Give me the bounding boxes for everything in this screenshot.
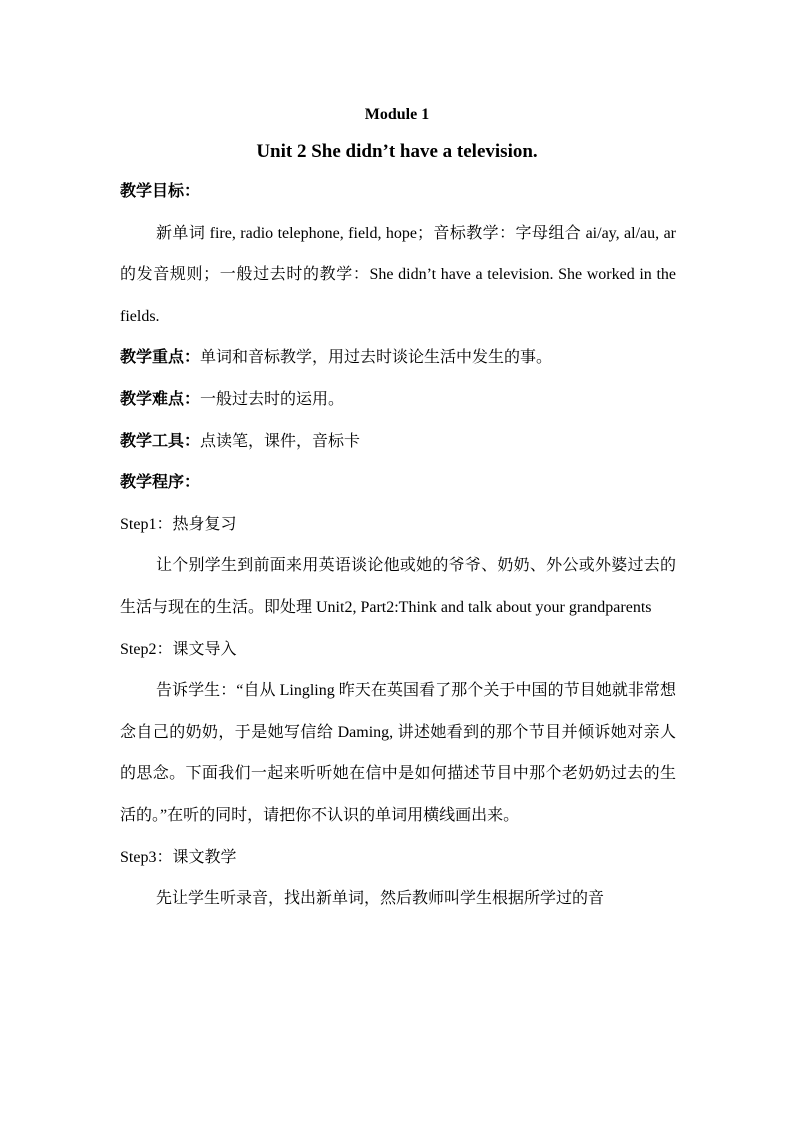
key-points-text: 单词和音标教学，用过去时谈论生活中发生的事。 bbox=[200, 349, 553, 367]
key-points-label: 教学重点： bbox=[120, 349, 201, 367]
difficulties-row bbox=[120, 379, 676, 421]
step2-text: 告诉学生：“自从 Lingling 昨天在英国看了那个关于中国的节目她就非常想念自己的奶奶，于是她写信给 Daming, 讲述她看到的那个节目并倾诉她对亲人的思念。下面我们一起来听听她在信中是如何描述节目中那个老奶奶过去的生活的。”在听的同时，请把你不认识的单词用横线画出来。 bbox=[120, 682, 676, 824]
step2-heading: Step2：课文导入 bbox=[120, 640, 237, 658]
lesson-plan-body bbox=[120, 171, 676, 920]
difficulties-label: 教学难点： bbox=[120, 390, 201, 408]
module-title: Module 1 bbox=[364, 106, 430, 123]
tools-label: 教学工具： bbox=[120, 432, 201, 450]
step1-heading: Step1：热身复习 bbox=[120, 515, 237, 533]
step3-heading: Step3：课文教学 bbox=[120, 848, 237, 866]
difficulties-text: 一般过去时的运用。 bbox=[200, 390, 345, 408]
objectives-heading: 教学目标： bbox=[120, 183, 201, 200]
tools-text: 点读笔，课件，音标卡 bbox=[200, 432, 361, 450]
objectives-text: 新单词 fire, radio telephone, field, hope；音标教学：字母组合 ai/ay, al/au, ar 的发音规则；一般过去时的教学：She didn’t have a television. She worked in the fields. bbox=[120, 224, 676, 325]
unit-title: Unit 2 She didn’t have a television. bbox=[256, 141, 538, 162]
tools-row bbox=[120, 421, 676, 463]
step3-text: 先让学生听录音，找出新单词，然后教师叫学生根据所学过的音 bbox=[156, 890, 605, 908]
procedure-heading: 教学程序： bbox=[120, 474, 201, 492]
key-points-row bbox=[120, 337, 676, 379]
step1-text: 让个别学生到前面来用英语谈论他或她的爷爷、奶奶、外公或外婆过去的生活与现在的生活。即处理 Unit2, Part2:Think and talk about your grandparents bbox=[120, 557, 676, 616]
